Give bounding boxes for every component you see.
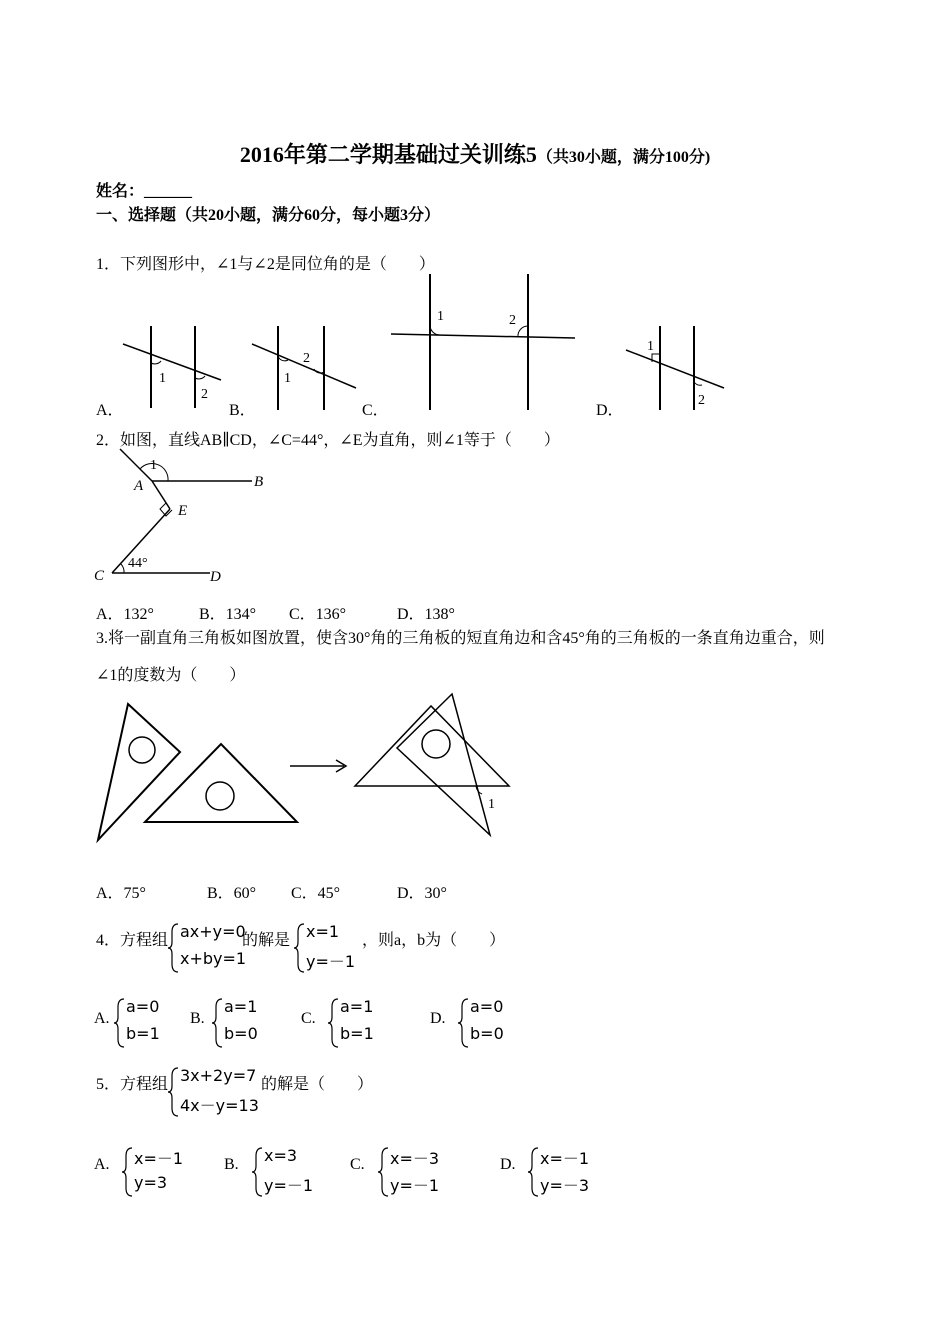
q1d-mark-2: 2 bbox=[698, 393, 705, 408]
brace-icon bbox=[294, 922, 306, 974]
q4-option-d-label: D. bbox=[430, 1010, 446, 1027]
q5-sys-eq1: 3x+2y=7 bbox=[180, 1066, 257, 1085]
q2-point-d: D bbox=[210, 569, 221, 585]
q2-option-c: C．136° bbox=[289, 606, 347, 623]
q1-label-d: D． bbox=[596, 402, 624, 419]
name-label: 姓名： bbox=[96, 183, 145, 200]
q2-point-a: A bbox=[134, 478, 144, 494]
brace-icon bbox=[458, 997, 470, 1049]
brace-icon bbox=[168, 1066, 180, 1118]
q1d-mark-1: 1 bbox=[647, 339, 654, 354]
title-main: 2016年第二学期基础过关训练5 bbox=[239, 142, 537, 167]
q4-option-d-line1: a=0 bbox=[470, 997, 504, 1016]
q4-sys-eq2: x+by=1 bbox=[180, 949, 247, 968]
q5-option-c-line1: x=－3 bbox=[390, 1149, 440, 1168]
q4-suffix: ，则a，b为（ ） bbox=[362, 932, 506, 949]
q1c-mark-2: 2 bbox=[509, 313, 516, 328]
q5-sys-eq2: 4x－y=13 bbox=[180, 1096, 259, 1115]
q4-prefix: 4．方程组 bbox=[96, 932, 169, 949]
q3-option-a: A．75° bbox=[96, 885, 146, 902]
q2-stem: 2．如图，直线AB∥CD，∠C=44°，∠E为直角，则∠1等于（ ） bbox=[96, 432, 560, 449]
q5-option-c-label: C. bbox=[350, 1156, 365, 1173]
page-title bbox=[0, 138, 950, 169]
name-blank: ______ bbox=[144, 183, 193, 200]
brace-icon bbox=[114, 997, 126, 1049]
q5-option-d-label: D. bbox=[500, 1156, 516, 1173]
brace-icon bbox=[122, 1146, 134, 1198]
q4-sol-y: y=－1 bbox=[306, 952, 356, 971]
q3-mark-1: 1 bbox=[488, 797, 495, 812]
brace-icon bbox=[168, 922, 180, 974]
q1-figure-c bbox=[385, 270, 585, 415]
q5-suffix: 的解是（ ） bbox=[261, 1076, 374, 1093]
q2-figure bbox=[90, 445, 280, 590]
q1-label-a: A． bbox=[96, 402, 124, 419]
q4-option-c-line1: a=1 bbox=[340, 997, 374, 1016]
q4-option-a-line1: a=0 bbox=[126, 997, 160, 1016]
q4-option-a-label: A. bbox=[94, 1010, 110, 1027]
q5-option-b-line2: y=－1 bbox=[264, 1176, 314, 1195]
q5-option-a-line1: x=－1 bbox=[134, 1149, 184, 1168]
section-heading: 一、选择题（共20小题，满分60分，每小题3分） bbox=[96, 207, 441, 224]
q2-option-b: B．134° bbox=[199, 606, 257, 623]
q3-figure bbox=[90, 690, 520, 840]
q1-figure-a bbox=[115, 320, 230, 415]
q4-option-b-label: B. bbox=[190, 1010, 205, 1027]
q5-option-a-label: A. bbox=[94, 1156, 110, 1173]
title-sub: （共30小题，满分100分) bbox=[536, 149, 711, 166]
q5-option-b-label: B. bbox=[224, 1156, 239, 1173]
q3-stem-line2: ∠1的度数为（ ） bbox=[96, 667, 246, 684]
q4-option-d-line2: b=0 bbox=[470, 1024, 504, 1043]
brace-icon bbox=[252, 1146, 264, 1198]
q2-point-c: C bbox=[94, 568, 105, 584]
q1c-mark-1: 1 bbox=[437, 309, 444, 324]
q5-option-a-line2: y=3 bbox=[134, 1173, 168, 1192]
q1-figure-d bbox=[620, 320, 730, 415]
q3-option-c: C．45° bbox=[291, 885, 341, 902]
q1a-mark-1: 1 bbox=[159, 371, 166, 386]
q1-label-b: B． bbox=[229, 402, 256, 419]
q1-figure-b bbox=[248, 320, 363, 415]
q4-sys-eq1: ax+y=0 bbox=[180, 922, 246, 941]
q4-option-b-line2: b=0 bbox=[224, 1024, 258, 1043]
q4-option-c-line2: b=1 bbox=[340, 1024, 374, 1043]
q3-option-d: D．30° bbox=[397, 885, 447, 902]
q2-mark-1: 1 bbox=[150, 458, 157, 473]
brace-icon bbox=[528, 1146, 540, 1198]
q3-option-b: B．60° bbox=[207, 885, 257, 902]
brace-icon bbox=[328, 997, 340, 1049]
q2-point-e: E bbox=[178, 503, 188, 519]
q5-option-d-line2: y=－3 bbox=[540, 1176, 590, 1195]
q1b-mark-1: 1 bbox=[284, 371, 291, 386]
q3-stem-line1: 3.将一副直角三角板如图放置，使含30°角的三角板的短直角边和含45°角的三角板的一条直角边重合，则 bbox=[96, 630, 825, 647]
q5-option-c-line2: y=－1 bbox=[390, 1176, 440, 1195]
q4-option-c-label: C. bbox=[301, 1010, 316, 1027]
q4-sol-x: x=1 bbox=[306, 922, 340, 941]
q2-point-b: B bbox=[254, 474, 264, 490]
q4-mid: 的解是 bbox=[242, 932, 291, 949]
brace-icon bbox=[212, 997, 224, 1049]
brace-icon bbox=[378, 1146, 390, 1198]
q5-option-d-line1: x=－1 bbox=[540, 1149, 590, 1168]
q2-angle-44: 44° bbox=[128, 556, 148, 571]
q4-option-b-line1: a=1 bbox=[224, 997, 258, 1016]
q1-stem: 1．下列图形中，∠1与∠2是同位角的是（ ） bbox=[96, 256, 435, 273]
q1b-mark-2: 2 bbox=[303, 351, 310, 366]
q2-option-d: D．138° bbox=[397, 606, 455, 623]
name-field bbox=[96, 178, 192, 201]
q5-prefix: 5．方程组 bbox=[96, 1076, 169, 1093]
q2-option-a: A．132° bbox=[96, 606, 154, 623]
q1-label-c: C． bbox=[362, 402, 389, 419]
q4-option-a-line2: b=1 bbox=[126, 1024, 160, 1043]
q1a-mark-2: 2 bbox=[201, 387, 208, 402]
q5-option-b-line1: x=3 bbox=[264, 1146, 298, 1165]
